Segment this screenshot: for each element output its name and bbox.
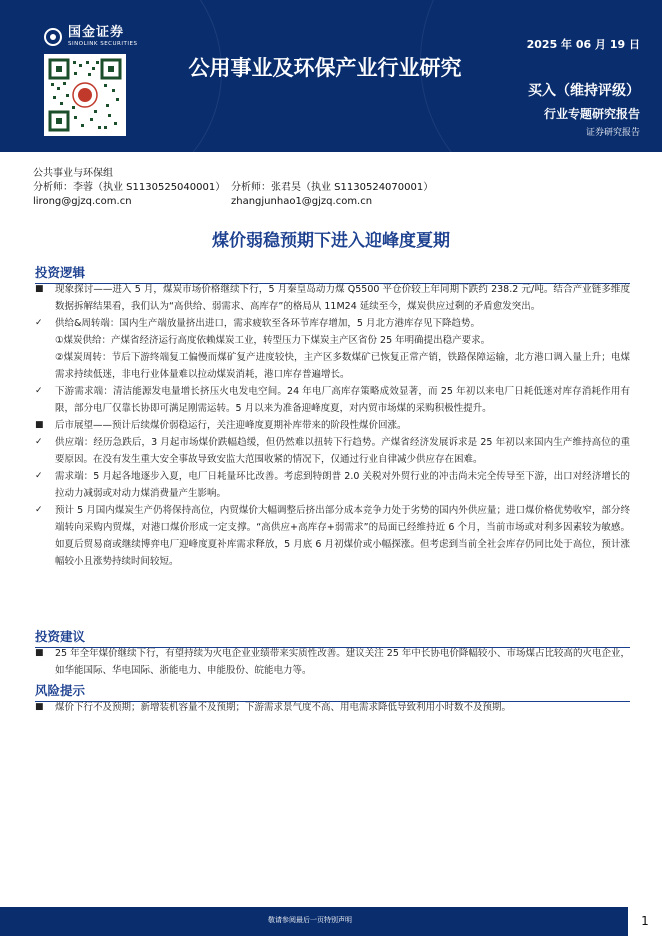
section-heading-advice: 投资建议 [35,627,630,648]
bullet-text: 需求端：5 月起各地逐步入夏，电厂日耗量环比改善。考虑到特朗普 2.0 关税对外贸行业的冲击尚未完全传导至下游，出口对经济增长的拉动力减弱或对动力煤消费量产生影响。 [55,471,630,499]
bullet-text: ②煤炭周转：节后下游终端复工偏慢而煤矿复产进度较快，主产区多数煤矿已恢复正常产销，铁路保障运输，北方港口调入量上升；电煤需求持续低迷，非电行业体量难以拉动煤炭消耗，港口库存普遍增长。 [55,352,630,380]
bullet-item [35,468,630,502]
analyst-1-email[interactable]: lirong@gjzq.com.cn [33,196,132,207]
check-icon: ✓ [35,318,43,328]
bullet-item [35,645,630,679]
report-date: 2025 年 06 月 19 日 [526,38,640,51]
square-bullet-icon: ■ [35,420,44,430]
check-icon: ✓ [35,386,43,396]
bullet-item [35,349,630,383]
disclaimer-note[interactable]: 敬请参阅最后一页特别声明 [268,916,352,924]
qr-code-icon [48,58,122,132]
section-logic [35,281,630,570]
bullet-item [35,417,630,434]
logo-text-cn: 国金证券 [68,25,125,40]
section-risk [35,699,630,716]
analyst-2-email[interactable]: zhangjunhao1@gjzq.com.cn [231,196,373,207]
qr-code [44,54,126,136]
report-title: 公用事业及环保产业行业研究 [188,56,462,80]
analyst-2: 分析师：张君昊（执业 S1130524070001） [231,182,434,193]
section-advice [35,645,630,679]
bullet-text: 25 年全年煤价继续下行，有望持续为火电企业业绩带来实质性改善。建议关注 25 年中长协电价降幅较小、市场煤占比较高的火电企业，如华能国际、华电国际、浙能电力、申能股份、皖能电力等。 [55,648,630,676]
analyst-info [33,167,433,209]
report-dept: 证券研究报告 [585,128,640,138]
analyst-1: 分析师：李蓉（执业 S1130525040001） [33,182,226,193]
bullet-text: 预计 5 月国内煤炭生产仍将保持高位，内贸煤价大幅调整后挤出部分成本竞争力处于劣势的国内外供应量；进口煤价格优势收窄，部分终端转向采购内贸煤，对港口煤价形成一定支撑。“高供应+高库存+弱需求”的局面已经维持近 6 个月，当前市场或对利多因素较为敏感。如夏后贸易商或继续博弈电厂迎峰度夏补库需求释放，5 月底 6 月初煤价或小幅探涨。但考虑到当前全社会库存仍同比处于高位，预计涨幅较小且涨势持续时间较短。 [55,505,630,567]
bullet-item [35,699,630,716]
report-header [0,0,662,152]
company-logo [44,26,137,48]
logo-icon [44,28,62,46]
logo-text-en: SINOLINK SECURITIES [68,41,138,47]
bullet-item [35,332,630,349]
check-icon: ✓ [35,505,43,515]
bullet-text: 供给&周转端：国内生产端放量挤出进口，需求疲软至各环节库存增加，5 月北方港库存见下降趋势。 [55,318,480,329]
bullet-text: 后市展望——预计后续煤价弱稳运行，关注迎峰度夏期补库带来的阶段性煤价回涨。 [55,420,407,431]
bullet-text: 现象探讨——进入 5 月，煤炭市场价格继续下行，5 月秦皇岛动力煤 Q5500 平仓价较上年同期下跌约 238.2 元/吨。结合产业链多维度数据拆解结果看，我们认为“高供给、弱需求、高库存”的格局从 11M24 延续至今，煤炭供应过剩的矛盾愈发突出。 [55,284,630,312]
page-footer [0,907,662,936]
section-heading-logic: 投资逻辑 [35,263,630,284]
bullet-item [35,434,630,468]
bullet-item [35,315,630,332]
page-number: 1 [628,907,662,936]
section-heading-risk: 风险提示 [35,681,630,702]
square-bullet-icon: ■ [35,284,44,294]
bullet-text: ①煤炭供给：产煤省经济运行高度依赖煤炭工业，转型压力下煤炭主产区省份 25 年明确提出稳产要求。 [55,335,491,346]
sector-label: 公共事业与环保组 [33,168,113,179]
check-icon: ✓ [35,471,43,481]
bullet-text: 煤价下行不及预期；新增装机容量不及预期；下游需求景气度不高、用电需求降低导致利用小时数不及预期。 [55,702,512,713]
check-icon: ✓ [35,437,43,447]
report-type: 行业专题研究报告 [543,107,640,121]
rating: 买入（维持评级） [528,83,640,99]
square-bullet-icon: ■ [35,648,44,658]
bullet-text: 供应端：经历急跌后，3 月起市场煤价跌幅趋缓，但仍然难以扭转下行趋势。产煤省经济发展诉求是 25 年初以来国内生产维持高位的重要原因。在没有发生重大安全事故导致安监大范围收紧的情况下，仅通过行业自律减少供应存在困难。 [55,437,630,465]
bullet-text: 下游需求端：清洁能源发电量增长挤压火电发电空间。24 年电厂高库存策略成效显著，而 25 年初以来电厂日耗低迷对库存消耗作用有限，部分电厂仅靠长协即可满足刚需运转。5 月以来为准备迎峰度夏，对内贸市场煤的采购积极性提升。 [55,386,630,414]
report-headline: 煤价弱稳预期下进入迎峰度夏期 [212,231,450,251]
bullet-item [35,502,630,570]
bullet-item [35,281,630,315]
square-bullet-icon: ■ [35,702,44,712]
bullet-item [35,383,630,417]
